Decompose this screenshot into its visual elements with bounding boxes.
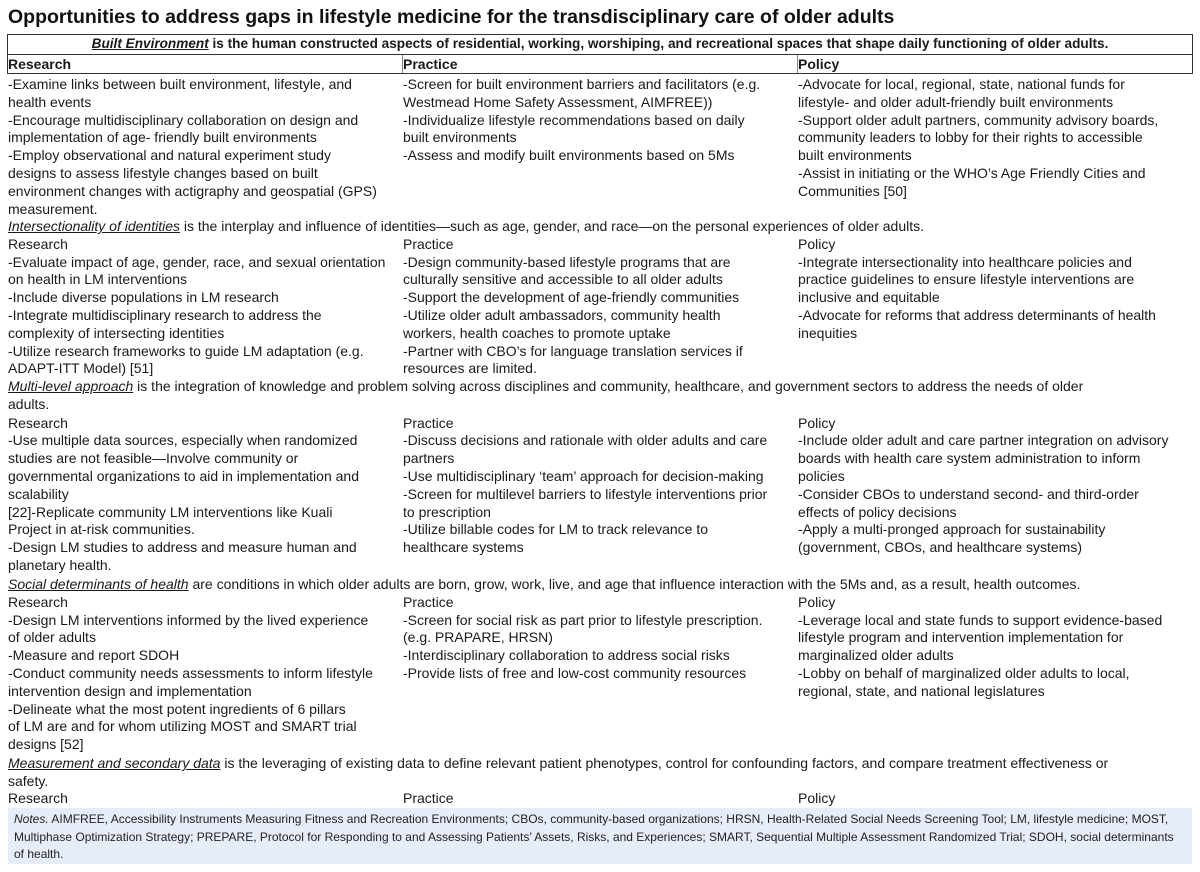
cell-line-research: implementation of age- friendly built environments — [8, 129, 317, 146]
cell-line-research: planetary health. — [8, 556, 112, 573]
cell-line-policy: policies — [798, 467, 845, 484]
cell-line-research: Project in at-risk communities. — [8, 521, 195, 538]
cell-line-research: -Design LM studies to address and measure human and — [8, 539, 357, 556]
section-definition-text: is the leveraging of existing data to define relevant patient phenotypes, control for confounding factors, and compare treatment effectiveness or — [220, 755, 1109, 771]
cell-line-policy: -Leverage local and state funds to support evidence-based — [798, 611, 1163, 628]
cell-line-policy: -Include older adult and care partner integration on advisory — [798, 432, 1169, 449]
cell-line-policy: lifestyle- and older adult-friendly built environments — [798, 93, 1114, 110]
cell-line-practice: -Assess and modify built environments based on 5Ms — [403, 147, 735, 164]
cell-line-policy: -Support older adult partners, community advisory boards, — [798, 111, 1159, 128]
cell-line-policy: inequities — [798, 324, 858, 341]
cell-line-research: on health in LM interventions — [8, 271, 187, 288]
cell-line-practice: -Individualize lifestyle recommendations based on daily — [403, 111, 745, 128]
cell-line-research: of LM are and for whom utilizing MOST and SMART trial — [8, 718, 357, 735]
cell-line-practice: to prescription — [403, 503, 491, 520]
page-title: Opportunities to address gaps in lifestyle medicine for the transdisciplinary care of older adults — [8, 6, 895, 28]
notes-text: AIMFREE, Accessibility Instruments Measuring Fitness and Recreation Environments; CBOs, community-based organizations; HRSN, Health-Related Social Needs Screening Tool; LM, lifestyle medicine; MOST, Multiphase Optimization Strategy; PREPARE, Protocol for Responding to and Assessing Patients’ Assets, Risks, and Experiences; SMART, Sequential Multiple Assessment Randomized Trial; SDOH, social determinants of health. — [14, 812, 1174, 861]
cell-line-practice: partners — [403, 450, 455, 467]
column-header-research: Research — [8, 56, 72, 72]
cell-line-policy: -Advocate for local, regional, state, national funds for — [798, 76, 1125, 92]
section-column-label-research: Research — [8, 235, 68, 252]
cell-line-practice: -Interdisciplinary collaboration to address social risks — [403, 647, 730, 664]
section-definition — [8, 218, 924, 236]
column-header-row — [8, 54, 1192, 73]
cell-line-policy: Communities [50] — [798, 182, 907, 199]
section-definition-text: is the interplay and influence of identities—such as age, gender, and race—on the personal experiences of older adults. — [179, 218, 925, 234]
section-definition-text: is the integration of knowledge and problem solving across disciplines and community, healthcare, and government sectors to address the needs of older — [133, 378, 1084, 394]
section-term: Measurement and secondary data — [8, 755, 221, 771]
cell-line-research: -Examine links between built environment, lifestyle, and — [8, 76, 352, 92]
cell-line-research: -Integrate multidisciplinary research to address the — [8, 307, 322, 323]
cell-line-policy: -Assist in initiating or the WHO’s Age Friendly Cities and — [798, 165, 1146, 181]
banner-definition: is the human constructed aspects of residential, working, worshiping, and recreational spaces that shape daily functioning of older adults. — [208, 36, 1109, 51]
section-column-label-policy: Policy — [798, 790, 836, 806]
section-column-label-policy: Policy — [798, 235, 836, 252]
cell-line-research: -Design LM interventions informed by the lived experience — [8, 611, 369, 628]
cell-line-research: intervention design and implementation — [8, 682, 252, 699]
column-header-practice: Practice — [403, 56, 458, 72]
cell-line-research: governmental organizations to aid in implementation and — [8, 467, 359, 484]
cell-line-policy: lifestyle program and intervention implementation for — [798, 629, 1124, 646]
cell-line-practice: resources are limited. — [403, 360, 537, 377]
cell-line-policy: inclusive and equitable — [798, 289, 940, 306]
cell-line-practice: -Provide lists of free and low-cost community resources — [403, 665, 747, 681]
section-column-label-policy: Policy — [798, 414, 836, 431]
section-definition — [8, 378, 1083, 396]
cell-line-practice: Westmead Home Safety Assessment, AIMFREE)) — [403, 93, 713, 110]
cell-line-practice: -Use multidisciplinary ‘team’ approach for decision-making — [403, 467, 764, 484]
cell-line-practice: -Screen for built environment barriers and facilitators (e.g. — [403, 76, 761, 92]
cell-line-research: -Utilize research frameworks to guide LM adaptation (e.g. — [8, 342, 364, 359]
cell-line-research: [22]-Replicate community LM interventions like Kuali — [8, 503, 333, 520]
cell-line-policy: effects of policy decisions — [798, 503, 957, 520]
cell-line-policy: community leaders to lobby for their rights to accessible — [798, 129, 1143, 146]
column-header-policy: Policy — [798, 56, 840, 72]
notes-label: Notes. — [14, 812, 49, 826]
cell-line-research: complexity of intersecting identities — [8, 324, 225, 341]
cell-line-policy: -Apply a multi-pronged approach for sustainability — [798, 521, 1106, 538]
cell-line-practice: workers, health coaches to promote uptake — [403, 324, 671, 341]
cell-line-practice: -Partner with CBO’s for language translation services if — [403, 342, 743, 359]
section-definition — [8, 576, 1080, 594]
section-column-label-research: Research — [8, 593, 68, 610]
cell-line-policy: practice guidelines to ensure lifestyle interventions are — [798, 271, 1135, 288]
cell-line-policy: marginalized older adults — [798, 647, 954, 664]
cell-line-practice: -Discuss decisions and rationale with older adults and care — [403, 432, 768, 449]
cell-line-research: studies are not feasible—Involve community or — [8, 450, 299, 467]
cell-line-practice: -Utilize billable codes for LM to track relevance to — [403, 521, 709, 538]
section-definition-continued: adults. — [8, 395, 50, 412]
cell-line-policy: (government, CBOs, and healthcare systems) — [798, 539, 1083, 556]
cell-line-research: scalability — [8, 485, 69, 502]
section-definition — [8, 755, 1108, 773]
cell-line-research: -Employ observational and natural experiment study — [8, 147, 331, 164]
section-term: Social determinants of health — [8, 576, 189, 592]
section-column-label-policy: Policy — [798, 593, 836, 610]
section-definition-continued: safety. — [8, 772, 49, 789]
cell-line-practice: built environments — [403, 129, 517, 146]
cell-line-research: health events — [8, 93, 92, 110]
section-column-label-practice: Practice — [403, 593, 454, 610]
cell-line-research: designs to assess lifestyle changes based on built — [8, 165, 318, 181]
cell-line-policy: -Consider CBOs to understand second- and third-order — [798, 485, 1139, 502]
cell-line-research: -Use multiple data sources, especially when randomized — [8, 432, 358, 449]
cell-line-practice: -Support the development of age-friendly communities — [403, 289, 740, 306]
cell-line-policy: -Lobby on behalf of marginalized older adults to local, — [798, 665, 1130, 681]
cell-line-policy: regional, state, and national legislatures — [798, 682, 1045, 699]
section-column-label-practice: Practice — [403, 414, 454, 431]
section-term: Intersectionality of identities — [8, 218, 180, 234]
section-column-label-research: Research — [8, 414, 68, 431]
section-column-label-practice: Practice — [403, 235, 454, 252]
section-definition-text: are conditions in which older adults are born, grow, work, live, and age that influence interaction with the 5Ms and, as a result, health outcomes. — [188, 576, 1081, 592]
cell-line-research: ADAPT-ITT Model) [51] — [8, 360, 154, 377]
cell-line-research: of older adults — [8, 629, 96, 646]
cell-line-policy: -Advocate for reforms that address determinants of health — [798, 307, 1156, 323]
cell-line-practice: -Screen for multilevel barriers to lifestyle interventions prior — [403, 485, 768, 502]
cell-line-research: -Evaluate impact of age, gender, race, and sexual orientation — [8, 253, 386, 270]
cell-line-research: -Include diverse populations in LM research — [8, 289, 279, 306]
cell-line-research: -Measure and report SDOH — [8, 647, 180, 664]
section-column-label-practice: Practice — [403, 790, 454, 806]
section-column-label-research: Research — [8, 790, 68, 806]
cell-line-practice: -Design community-based lifestyle programs that are — [403, 253, 731, 270]
cell-line-policy: -Integrate intersectionality into healthcare policies and — [798, 253, 1132, 270]
cell-line-policy: built environments — [798, 147, 912, 164]
cell-line-research: -Delineate what the most potent ingredients of 6 pillars — [8, 700, 346, 717]
cell-line-practice: healthcare systems — [403, 539, 524, 556]
cell-line-policy: boards with health care system administration to inform — [798, 450, 1141, 467]
cell-line-research: -Conduct community needs assessments to inform lifestyle — [8, 665, 373, 681]
cell-line-practice: (e.g. PRAPARE, HRSN) — [403, 629, 553, 646]
banner-term: Built Environment — [91, 36, 209, 51]
cell-line-practice: culturally sensitive and accessible to all older adults — [403, 271, 723, 288]
cell-line-research: designs [52] — [8, 736, 84, 753]
cell-line-research: -Encourage multidisciplinary collaboration on design and — [8, 111, 359, 128]
cell-line-practice: -Screen for social risk as part prior to lifestyle prescription. — [403, 611, 763, 628]
table-notes — [8, 808, 1192, 864]
cell-line-research: environment changes with actigraphy and geospatial (GPS) — [8, 182, 377, 199]
section-term: Multi-level approach — [8, 378, 134, 394]
cell-line-research: measurement. — [8, 200, 98, 217]
cell-line-practice: -Utilize older adult ambassadors, community health — [403, 307, 721, 323]
section-banner — [8, 36, 1192, 51]
